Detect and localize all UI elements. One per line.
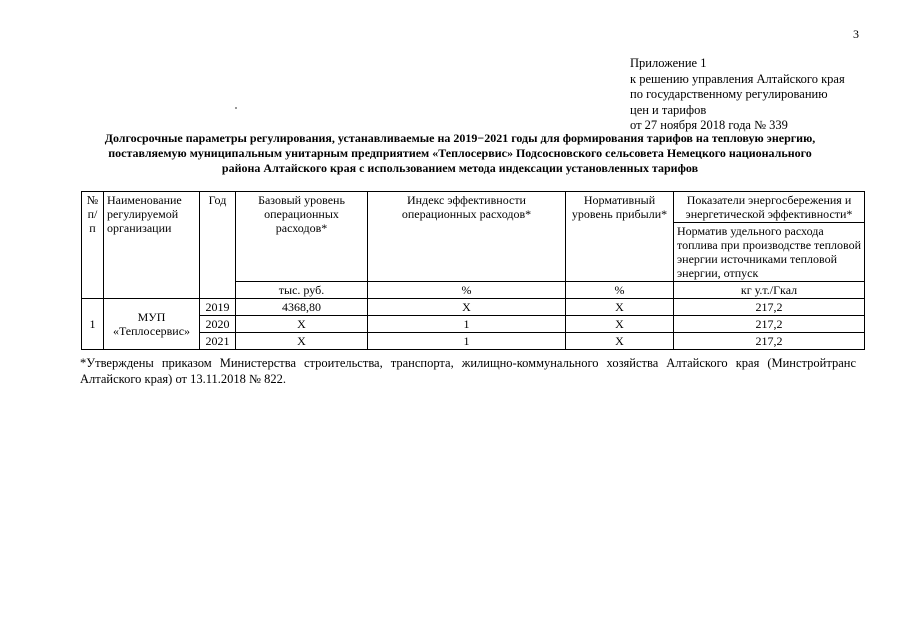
cell-year: 2020 [200,316,236,333]
appendix-block [630,56,845,134]
appendix-line: цен и тарифов [630,102,707,117]
title-line: поставляемую муниципальным унитарным предприятием «Теплосервис» Подсосновского сельсовета Немецкого национального [108,146,812,160]
table-header-row [82,192,865,223]
cell-base-level: Х [236,316,368,333]
unit-profit-level: % [566,282,674,299]
cell-base-level: Х [236,333,368,350]
page-number: 3 [853,27,859,41]
cell-year: 2021 [200,333,236,350]
cell-fuel-norm: 217,2 [674,316,865,333]
header-fuel-norm: Норматив удельного расхода топлива при производстве тепловой энергии источниками тепловой энергии, отпуск [674,223,865,282]
appendix-line: Приложение 1 [630,56,707,70]
cell-year: 2019 [200,299,236,316]
appendix-line: к решению управления Алтайского края [630,71,845,86]
table-row [82,333,865,350]
header-efficiency-index: Индекс эффективности операционных расходов* [368,192,566,282]
table-row [82,316,865,333]
appendix-line: от 27 ноября 2018 года № 339 [630,118,788,132]
footnote: *Утверждены приказом Министерства строительства, транспорта, жилищно-коммунального хозяйства Алтайского края (Минстройтранс Алтайского края) от 13.11.2018 № 822. [80,356,856,386]
scan-speck [235,107,237,109]
cell-base-level: 4368,80 [236,299,368,316]
table-row [82,299,865,316]
title-line: района Алтайского края с использованием метода индексации установленных тарифов [221,161,699,175]
organization-name: МУП «Теплосервис» [104,299,200,350]
parameters-table [81,191,865,350]
title-line: Долгосрочные параметры регулирования, устанавливаемые на 2019−2021 годы для формирования тарифов на тепловую энергию, [104,131,816,145]
header-organization: Наименование регулируемой организации [104,192,200,299]
header-year: Год [200,192,236,299]
appendix-line: по государственному регулированию [630,87,828,101]
header-num: № п/п [82,192,104,299]
document-title [70,131,850,176]
row-number: 1 [82,299,104,350]
unit-base-level: тыс. руб. [236,282,368,299]
cell-efficiency-index: 1 [368,316,566,333]
cell-fuel-norm: 217,2 [674,333,865,350]
unit-efficiency-index: % [368,282,566,299]
header-profit-level: Нормативный уровень прибыли* [566,192,674,282]
cell-fuel-norm: 217,2 [674,299,865,316]
header-energy-indicators: Показатели энергосбережения и энергетической эффективности* [674,192,865,223]
cell-profit-level: Х [566,316,674,333]
cell-profit-level: Х [566,299,674,316]
cell-efficiency-index: 1 [368,333,566,350]
unit-fuel-norm: кг у.т./Гкал [674,282,865,299]
header-base-level: Базовый уровень операционных расходов* [236,192,368,282]
cell-profit-level: Х [566,333,674,350]
cell-efficiency-index: Х [368,299,566,316]
